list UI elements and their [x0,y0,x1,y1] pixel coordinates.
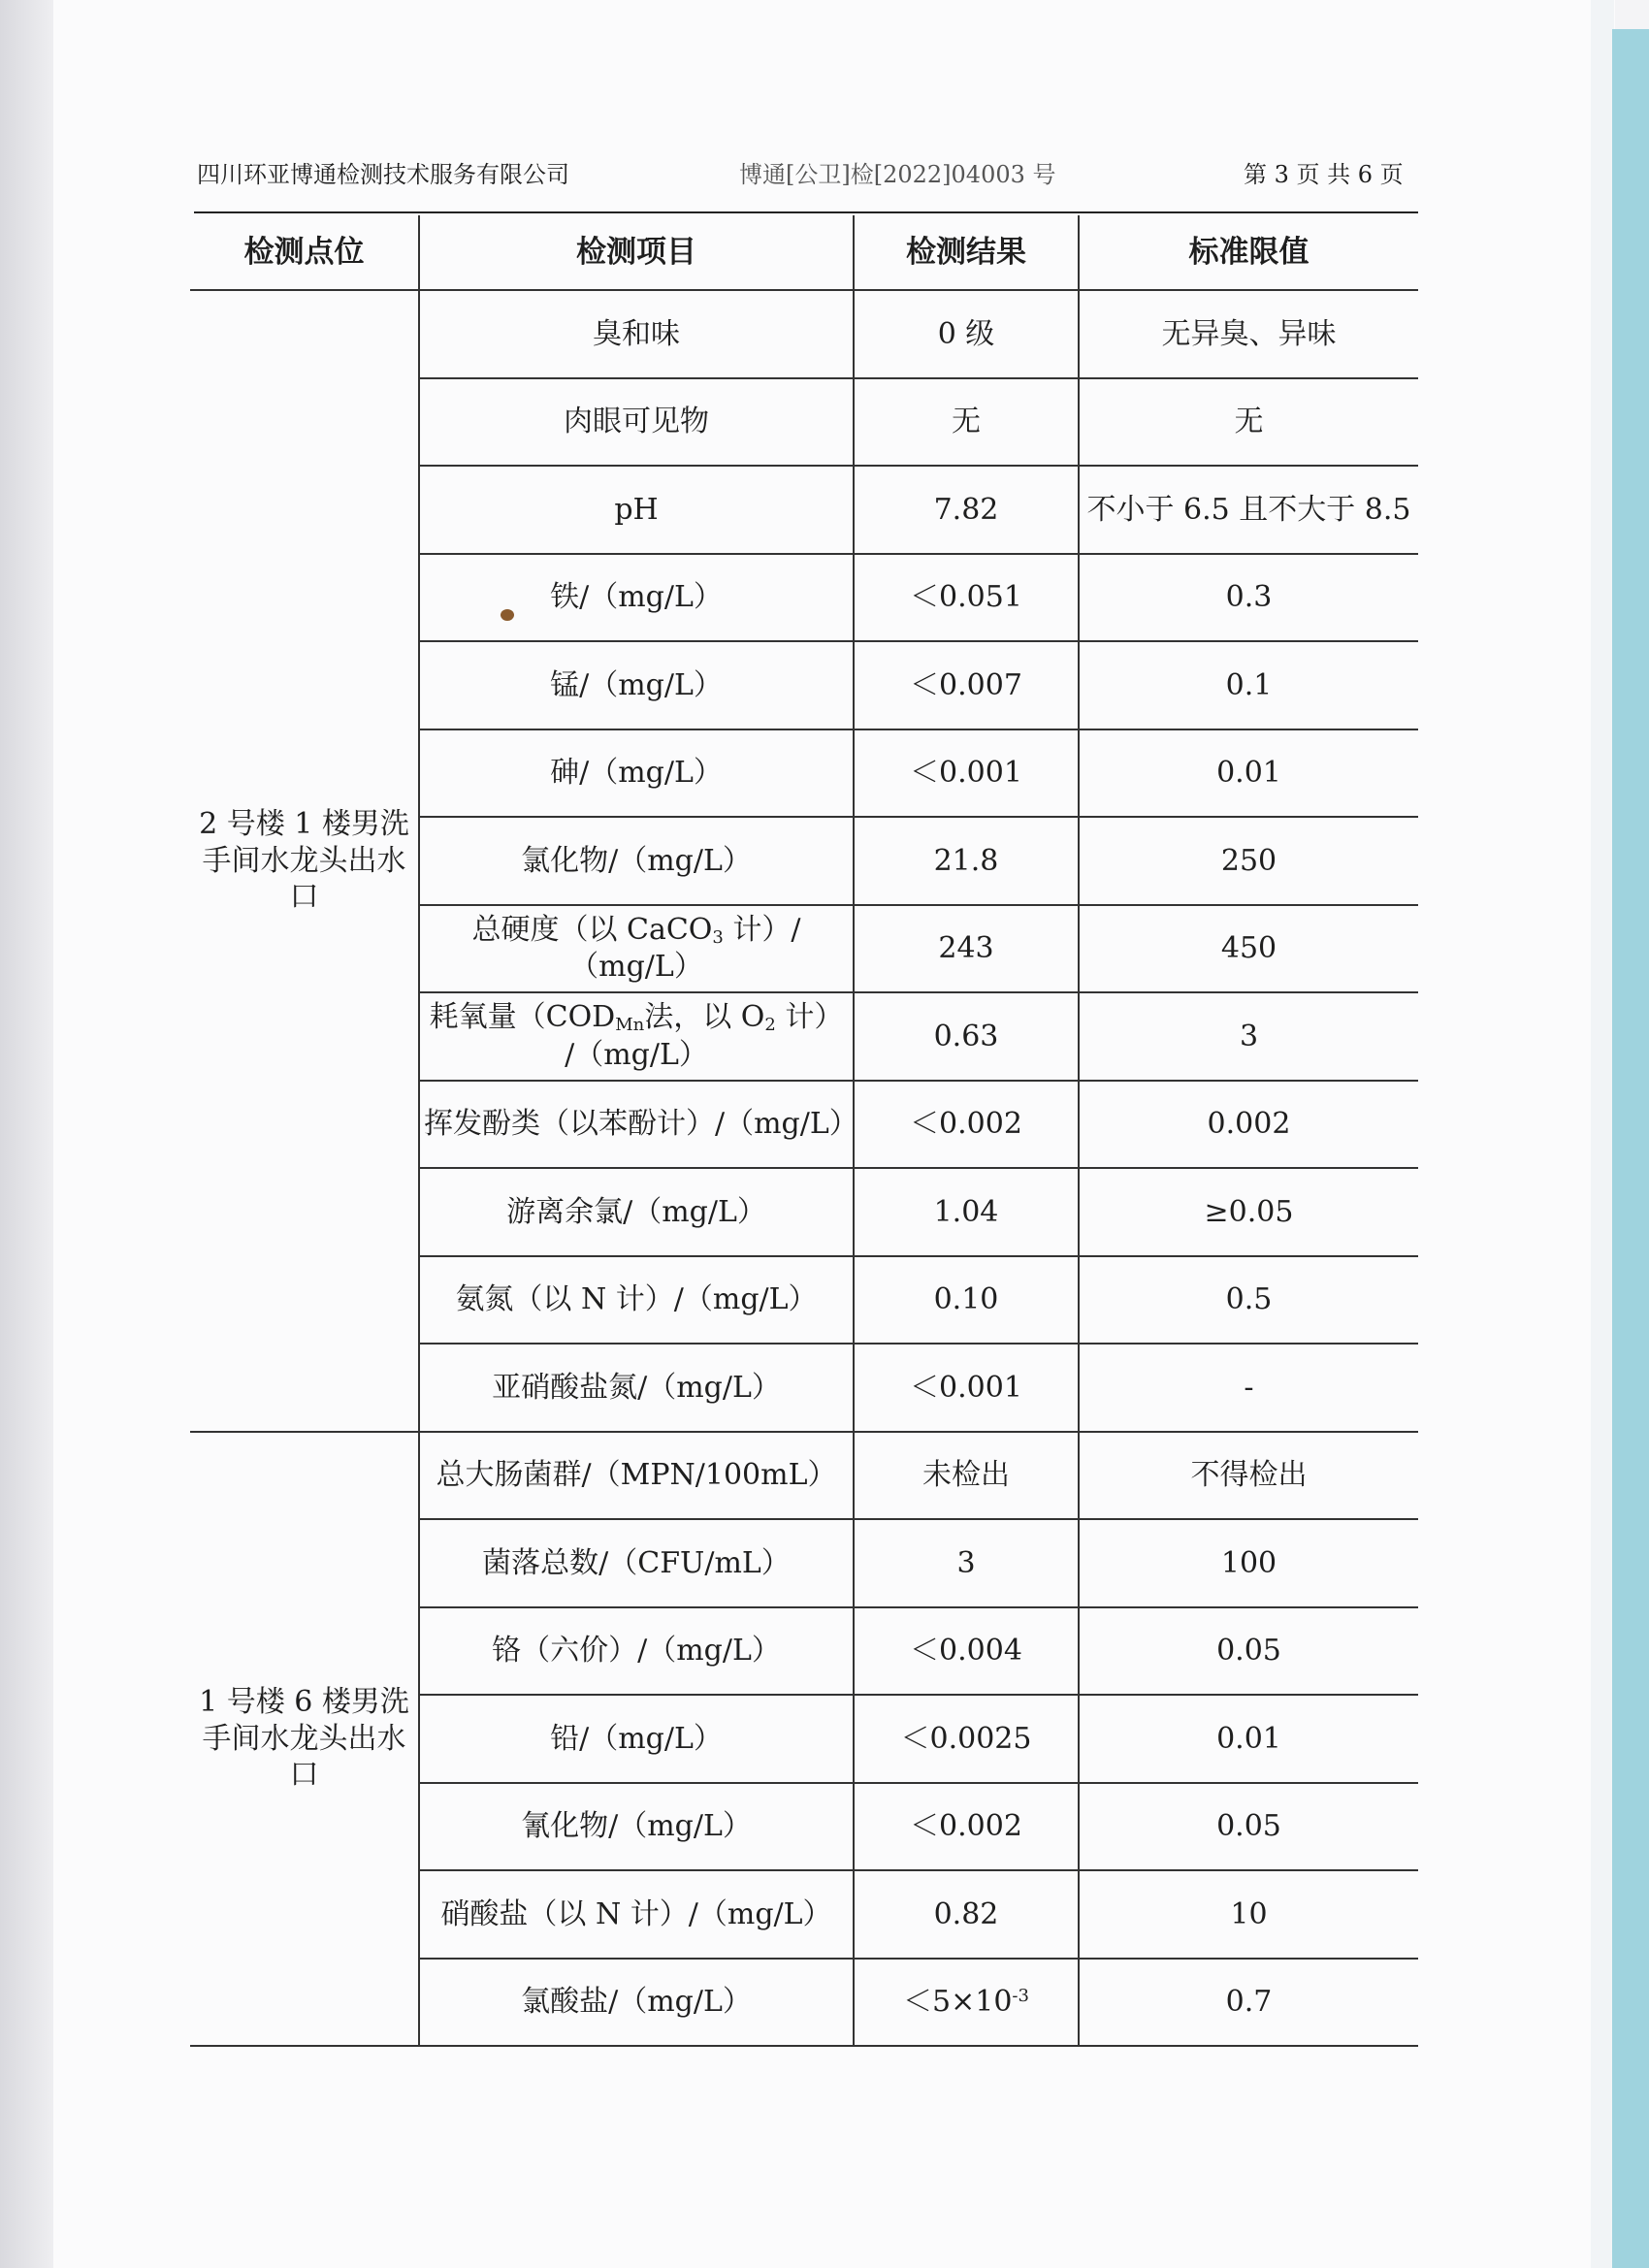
page-number: 第 3 页 共 6 页 [1244,161,1404,188]
result-cell: ＜0.001 [854,729,1079,818]
item-cell: 氯化物/（mg/L） [419,817,854,905]
header-location: 检测点位 [190,215,419,290]
item-cell: 硝酸盐（以 N 计）/（mg/L） [419,1870,854,1959]
limit-cell: 0.05 [1079,1607,1418,1696]
table-header-row [190,215,1418,290]
item-cell: 总大肠菌群/（MPN/100mL） [419,1432,854,1520]
limit-cell: 250 [1079,817,1418,905]
header-rule [194,211,1418,213]
limit-cell: 3 [1079,992,1418,1081]
item-cell: 亚硝酸盐氮/（mg/L） [419,1344,854,1432]
table-row [190,1432,1418,1520]
item-cell: 游离余氯/（mg/L） [419,1168,854,1256]
result-cell: ＜0.001 [854,1344,1079,1432]
item-cell: 氨氮（以 N 计）/（mg/L） [419,1256,854,1345]
scan-background-edge [1612,29,1649,2268]
result-cell: 0.10 [854,1256,1079,1345]
limit-cell: 0.7 [1079,1959,1418,2047]
limit-cell: 0.01 [1079,1695,1418,1783]
report-number: 博通[公卫]检[2022]04003 号 [739,161,1056,188]
limit-cell: 不小于 6.5 且不大于 8.5 [1079,466,1418,554]
item-cell: 氯酸盐/（mg/L） [419,1959,854,2047]
limit-cell: 0.01 [1079,729,1418,818]
limit-cell: 0.05 [1079,1783,1418,1871]
result-cell: 0 级 [854,290,1079,378]
limit-cell: 0.1 [1079,641,1418,729]
result-cell: 7.82 [854,466,1079,554]
header-item: 检测项目 [419,215,854,290]
item-cell: 总硬度（以 CaCO$_3$ 计）/（mg/L） [419,905,854,993]
item-cell: 铁/（mg/L） [419,554,854,642]
test-results-table [190,215,1418,2047]
item-cell: pH [419,466,854,554]
item-cell: 氰化物/（mg/L） [419,1783,854,1871]
item-cell: 挥发酚类（以苯酚计）/（mg/L） [419,1081,854,1169]
limit-cell: 0.002 [1079,1081,1418,1169]
result-cell: $<5\times 10^{-3}$ [854,1959,1079,2047]
limit-cell: 0.5 [1079,1256,1418,1345]
result-cell: ＜0.004 [854,1607,1079,1696]
item-cell: 锰/（mg/L） [419,641,854,729]
result-cell: 0.82 [854,1870,1079,1959]
limit-cell: 10 [1079,1870,1418,1959]
location-cell: 2 号楼 1 楼男洗手间水龙头出水口 [190,290,419,1432]
item-cell: 铬（六价）/（mg/L） [419,1607,854,1696]
result-cell: 243 [854,905,1079,993]
header-result: 检测结果 [854,215,1079,290]
item-cell: 臭和味 [419,290,854,378]
item-cell: 菌落总数/（CFU/mL） [419,1519,854,1607]
result-cell: ＜0.051 [854,554,1079,642]
item-cell: 砷/（mg/L） [419,729,854,818]
header-limit: 标准限值 [1079,215,1418,290]
limit-cell: 100 [1079,1519,1418,1607]
limit-cell: 无 [1079,378,1418,467]
result-cell: 未检出 [854,1432,1079,1520]
result-cell: 3 [854,1519,1079,1607]
result-cell: 0.63 [854,992,1079,1081]
result-cell: 21.8 [854,817,1079,905]
result-cell: ＜0.0025 [854,1695,1079,1783]
company-name: 四川环亚博通检测技术服务有限公司 [197,161,569,188]
limit-cell: 450 [1079,905,1418,993]
item-cell: 耗氧量（$COD_{Mn}$法，以 $O_2$ 计） /（mg/L） [419,992,854,1081]
result-cell: ＜0.002 [854,1783,1079,1871]
item-cell: 铅/（mg/L） [419,1695,854,1783]
result-cell: ＜0.002 [854,1081,1079,1169]
limit-cell: - [1079,1344,1418,1432]
limit-cell: ≥0.05 [1079,1168,1418,1256]
limit-cell: 无异臭、异味 [1079,290,1418,378]
table-row [190,290,1418,378]
location-cell: 1 号楼 6 楼男洗手间水龙头出水口 [190,1432,419,2047]
limit-cell: 0.3 [1079,554,1418,642]
page-edge [1591,0,1614,2268]
result-cell: ＜0.007 [854,641,1079,729]
result-cell: 无 [854,378,1079,467]
limit-cell: 不得检出 [1079,1432,1418,1520]
result-cell: 1.04 [854,1168,1079,1256]
item-cell: 肉眼可见物 [419,378,854,467]
